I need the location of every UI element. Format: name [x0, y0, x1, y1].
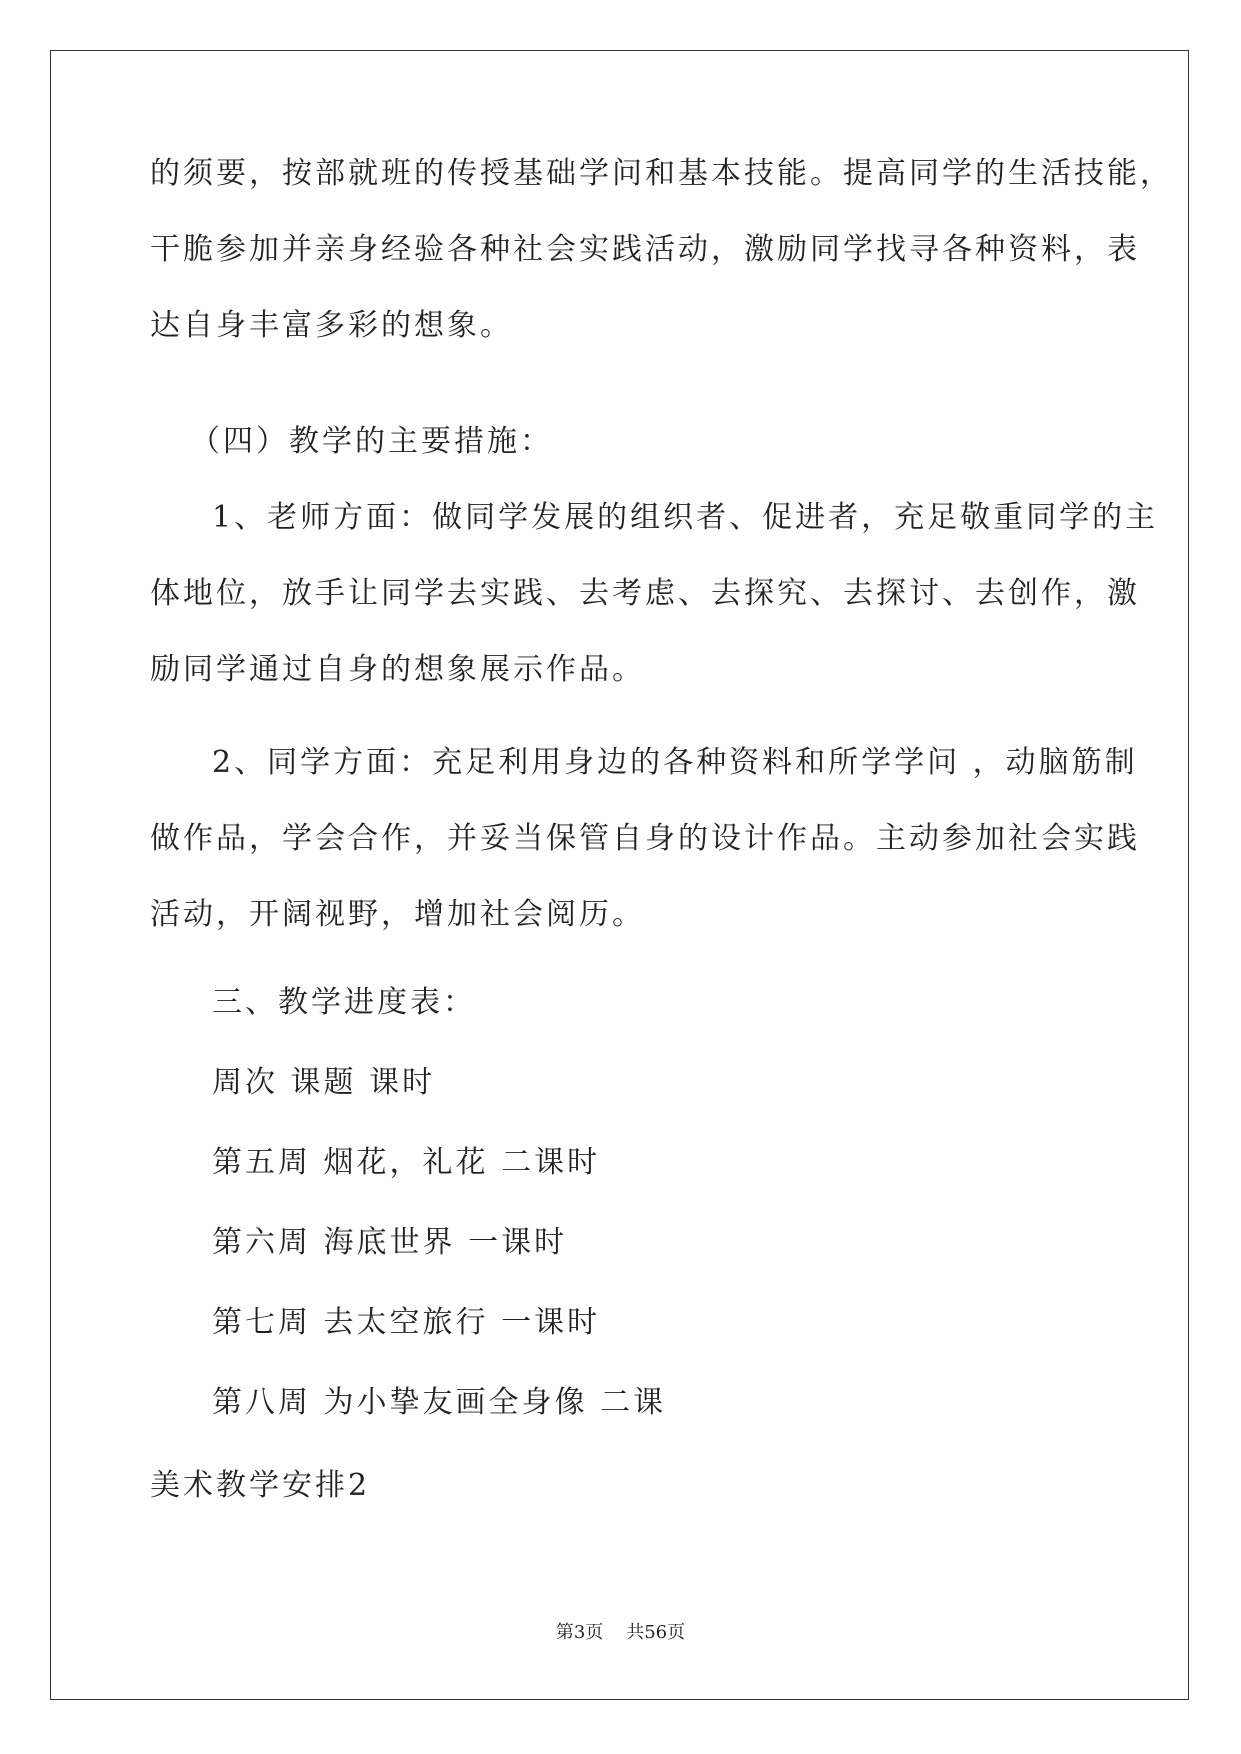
- body-line: 励同学通过自身的想象展示作品。: [150, 652, 645, 687]
- schedule-row: 第七周 去太空旅行 一课时: [212, 1305, 601, 1340]
- body-line: 的须要，按部就班的传授基础学问和基本技能。提高同学的生活技能，: [150, 156, 1173, 191]
- body-line: 达自身丰富多彩的想象。: [150, 308, 513, 343]
- page-border: [50, 50, 1189, 1700]
- body-line: 1、老师方面：做同学发展的组织者、促进者，充足敬重同学的主: [212, 500, 1159, 535]
- schedule-row: 第八周 为小挚友画全身像 二课: [212, 1385, 667, 1420]
- body-line: 活动，开阔视野，增加社会阅历。: [150, 897, 645, 932]
- total-prefix: 共: [626, 1622, 645, 1643]
- page-footer: [0, 1618, 1241, 1644]
- section-heading: （四）教学的主要措施：: [190, 424, 553, 459]
- body-line: 干脆参加并亲身经验各种社会实践活动，激励同学找寻各种资料，表: [150, 232, 1140, 267]
- schedule-row: 第六周 海底世界 一课时: [212, 1225, 568, 1260]
- total-suffix: 页: [667, 1622, 686, 1643]
- page-number: 3: [573, 1622, 586, 1643]
- body-line: 体地位，放手让同学去实践、去考虑、去探究、去探讨、去创作，激: [150, 576, 1140, 611]
- page-suffix: 页: [585, 1622, 604, 1643]
- schedule-row: 第五周 烟花，礼花 二课时: [212, 1145, 601, 1180]
- schedule-header: 周次 课题 课时: [212, 1065, 436, 1100]
- section-heading: 三、教学进度表：: [212, 985, 476, 1020]
- document-title: 美术教学安排2: [150, 1468, 371, 1503]
- total-pages: 56: [644, 1622, 668, 1643]
- page-prefix: 第: [555, 1622, 574, 1643]
- body-line: 做作品，学会合作，并妥当保管自身的设计作品。主动参加社会实践: [150, 821, 1140, 856]
- body-line: 2、同学方面：充足利用身边的各种资料和所学学问 ，动脑筋制: [212, 745, 1138, 780]
